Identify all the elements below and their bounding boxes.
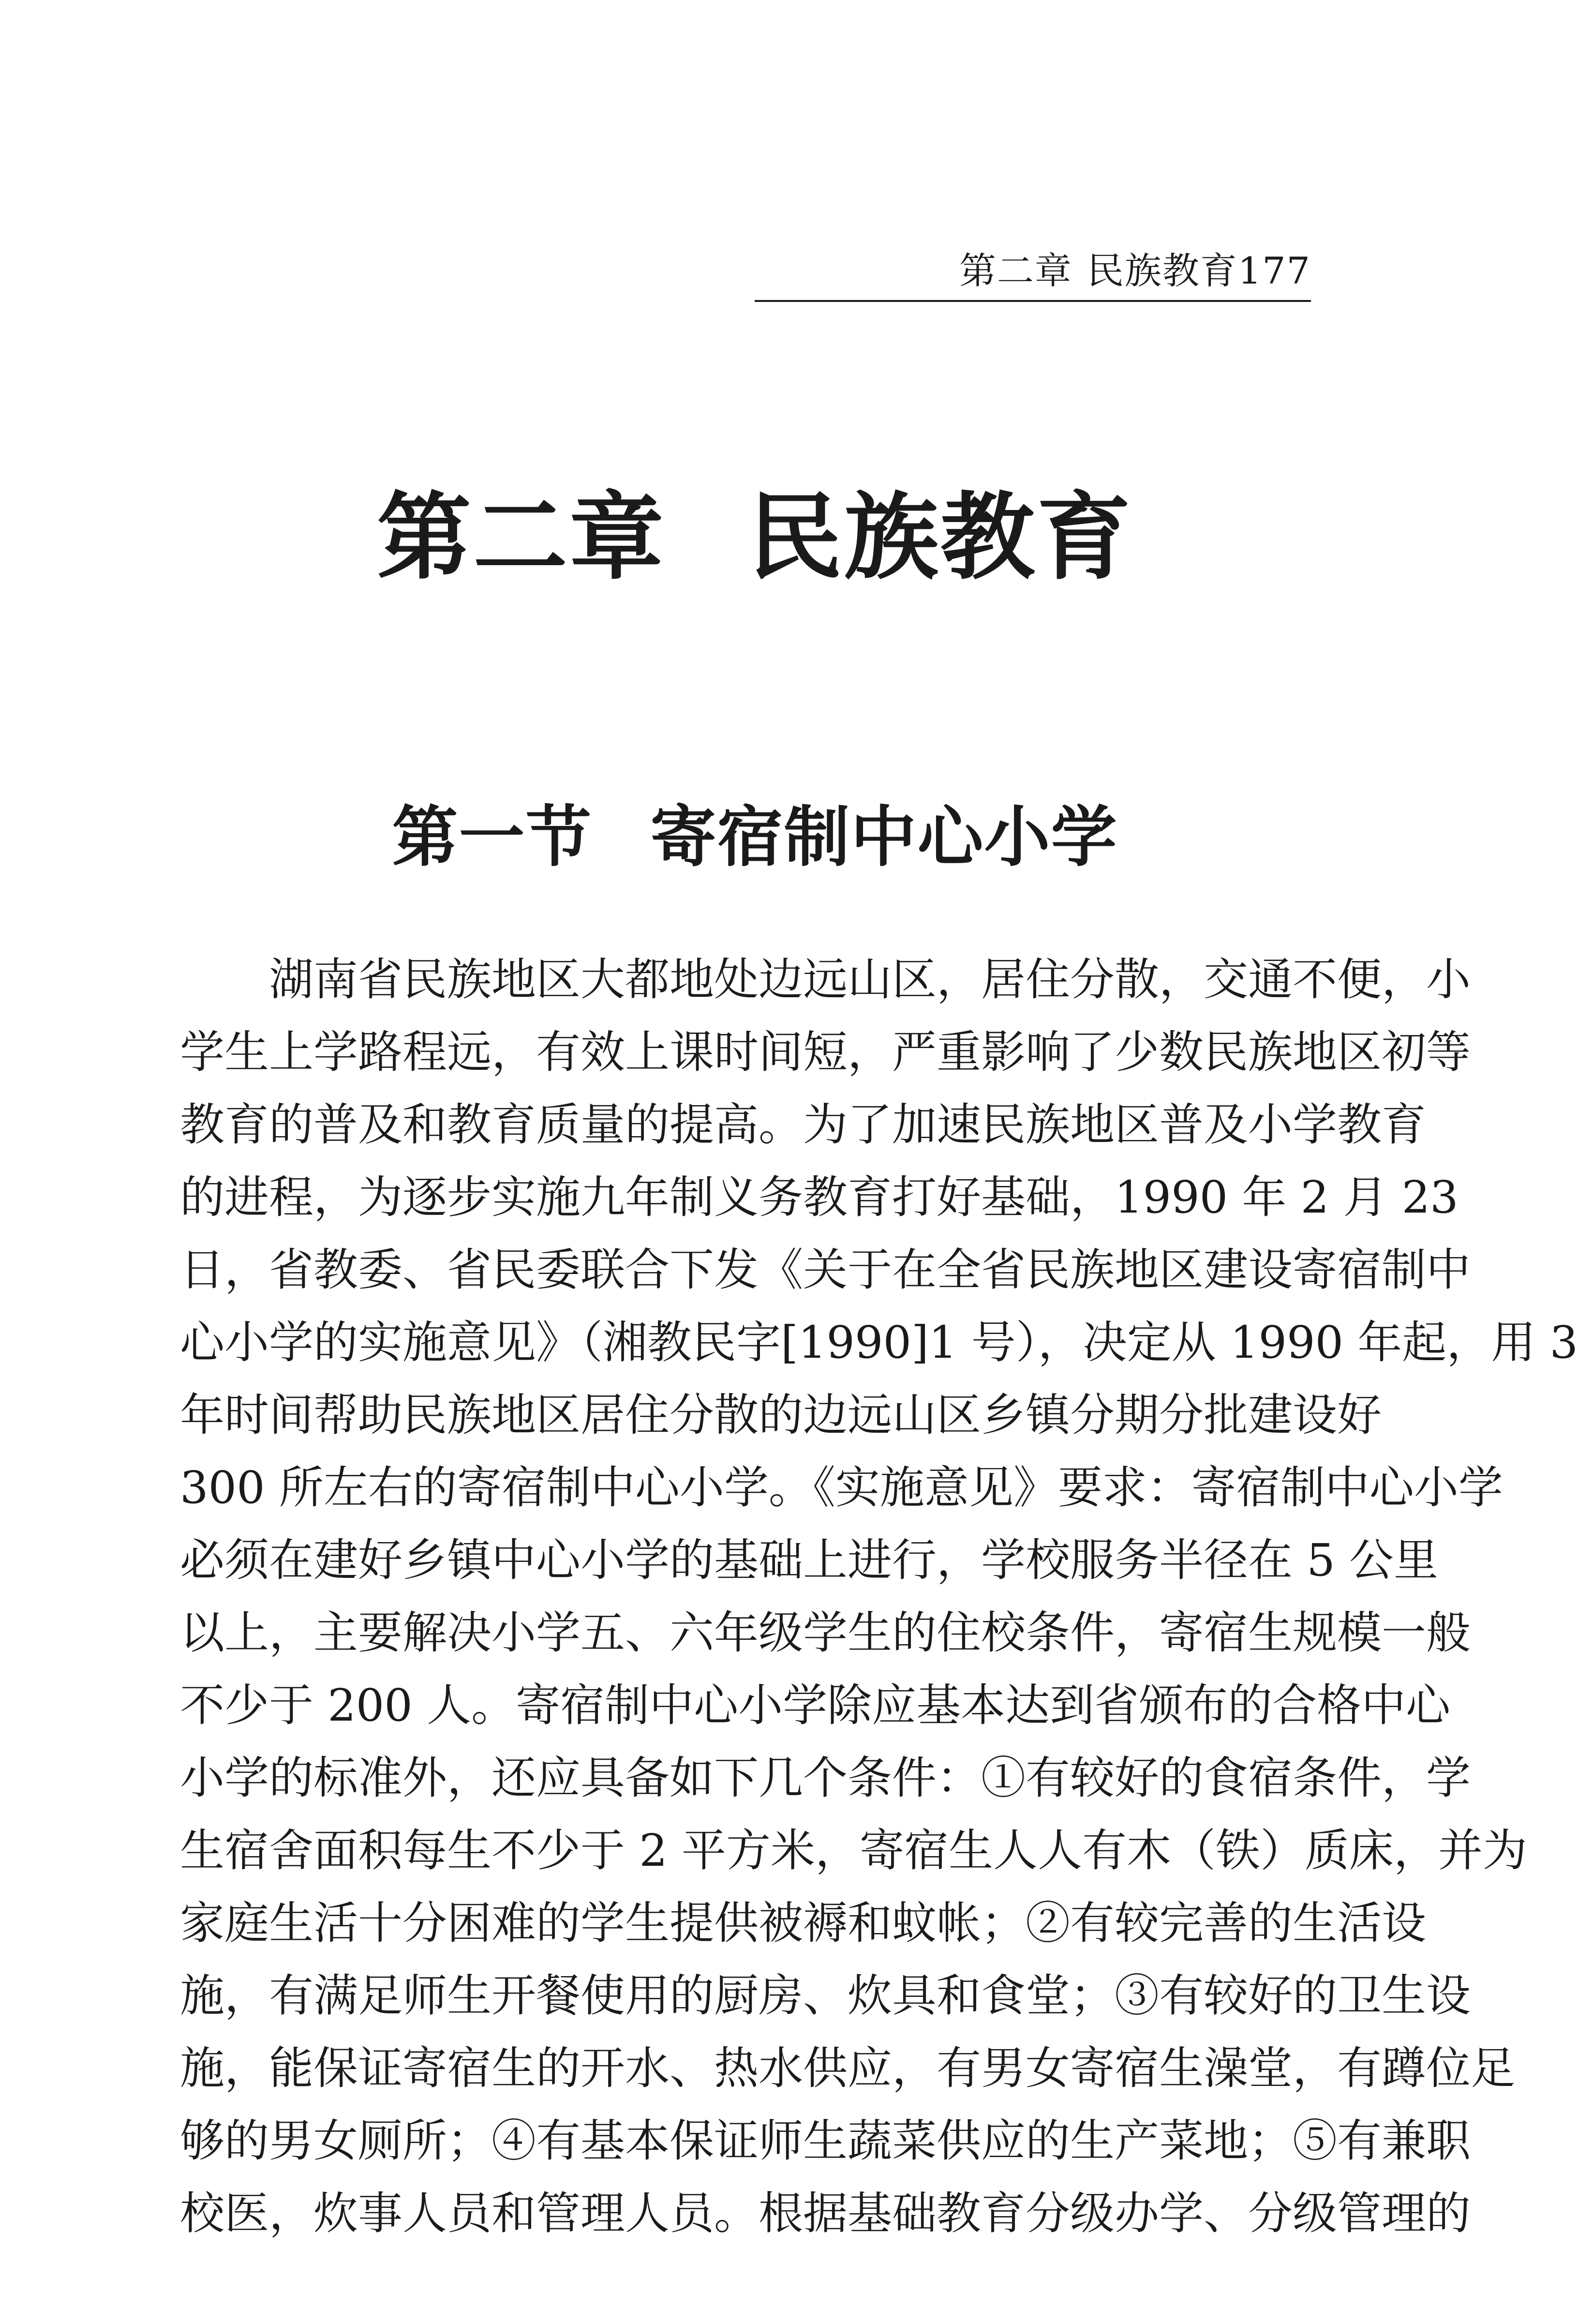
paragraph-line: 不少于 200 人。寄宿制中心小学除应基本达到省颁布的合格中心 bbox=[180, 1679, 1451, 1731]
page-number: 177 bbox=[1237, 249, 1311, 292]
paragraph-line: 学生上学路程远，有效上课时间短，严重影响了少数民族地区初等 bbox=[180, 1026, 1471, 1078]
header-rule bbox=[755, 300, 1311, 302]
chapter-title bbox=[0, 479, 1510, 595]
paragraph-line: 小学的标准外，还应具备如下几个条件：①有较好的食宿条件，学 bbox=[180, 1752, 1471, 1804]
paragraph-line: 施，能保证寄宿生的开水、热水供应，有男女寄宿生澡堂，有蹲位足 bbox=[180, 2042, 1516, 2094]
section-number: 第一节 bbox=[392, 798, 593, 876]
paragraph-line: 施，有满足师生开餐使用的厨房、炊具和食堂；③有较好的卫生设 bbox=[180, 1970, 1471, 2022]
body-paragraph bbox=[180, 944, 1578, 2250]
chapter-number: 第二章 bbox=[377, 481, 666, 592]
paragraph-line: 够的男女厕所；④有基本保证师生蔬菜供应的生产菜地；⑤有兼职 bbox=[180, 2115, 1471, 2167]
chapter-name: 民族教育 bbox=[748, 481, 1133, 592]
section-name: 寄宿制中心小学 bbox=[650, 798, 1118, 876]
running-header-chapter: 第二章 bbox=[959, 249, 1072, 292]
paragraph-line: 的进程，为逐步实施九年制义务教育打好基础，1990 年 2 月 23 bbox=[180, 1171, 1459, 1223]
paragraph-line: 生宿舍面积每生不少于 2 平方米，寄宿生人人有木（铁）质床，并为 bbox=[180, 1825, 1528, 1876]
paragraph-line: 湖南省民族地区大都地处边远山区，居住分散，交通不便，小 bbox=[269, 954, 1471, 1005]
paragraph-line: 日，省教委、省民委联合下发《关于在全省民族地区建设寄宿制中 bbox=[180, 1244, 1471, 1296]
paragraph-line: 必须在建好乡镇中心小学的基础上进行，学校服务半径在 5 公里 bbox=[180, 1534, 1439, 1586]
paragraph-line: 年时间帮助民族地区居住分散的边远山区乡镇分期分批建设好 bbox=[180, 1389, 1382, 1441]
running-header-title: 民族教育 bbox=[1087, 249, 1238, 292]
paragraph-line: 心小学的实施意见》（湘教民字[1990]1 号），决定从 1990 年起，用 3 bbox=[180, 1317, 1578, 1368]
paragraph-line: 300 所左右的寄宿制中心小学。《实施意见》要求：寄宿制中心小学 bbox=[180, 1462, 1503, 1514]
paragraph-line: 家庭生活十分困难的学生提供被褥和蚊帐；②有较完善的生活设 bbox=[180, 1897, 1427, 1949]
paragraph-line: 教育的普及和教育质量的提高。为了加速民族地区普及小学教育 bbox=[180, 1099, 1427, 1151]
running-header bbox=[755, 247, 1311, 305]
paragraph-line: 校医，炊事人员和管理人员。根据基础教育分级办学、分级管理的 bbox=[180, 2188, 1471, 2239]
paragraph-line: 以上，主要解决小学五、六年级学生的住校条件，寄宿生规模一般 bbox=[180, 1607, 1471, 1659]
section-title bbox=[0, 794, 1510, 881]
